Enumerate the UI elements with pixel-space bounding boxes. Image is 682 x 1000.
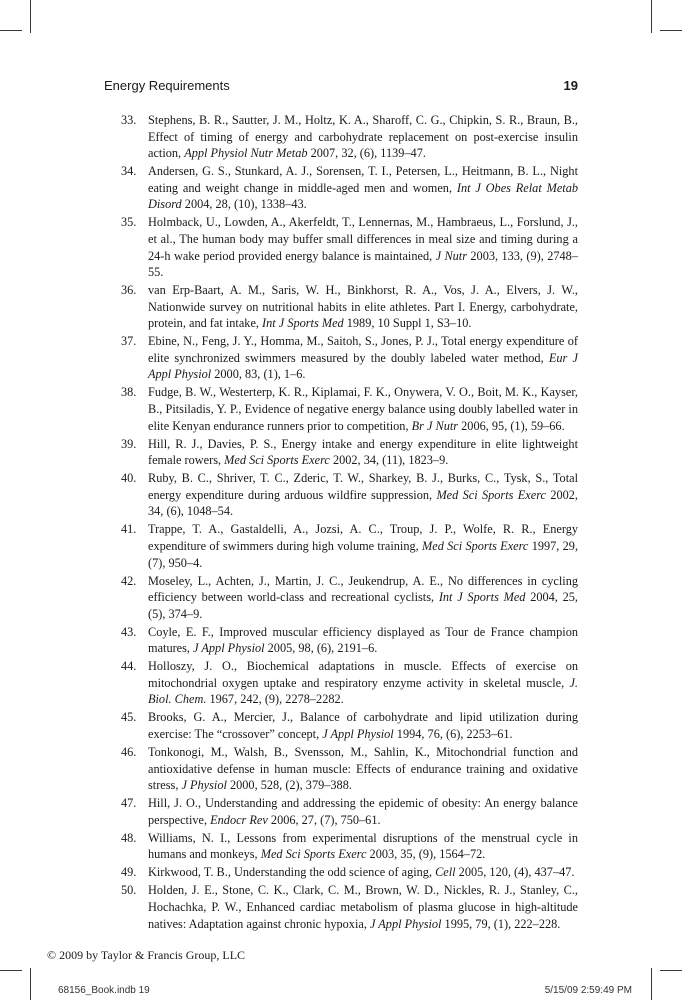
reference-text — [148, 283, 578, 330]
reference-citation-details: 2006, 95, (1), 59–66. — [458, 418, 565, 433]
reference-authors-title: Andersen, G. S., Stunkard, A. J., Sorensen, T. I., Petersen, L., Heitmann, B. L., Night eating and weight change in middle-aged men and women, — [148, 164, 578, 195]
reference-journal: Med Sci Sports Exerc — [260, 847, 367, 862]
reference-journal: J. Biol. Chem. — [148, 675, 578, 707]
reference-authors-title: Hill, J. O., Understanding and addressing the epidemic of obesity: An energy balance perspective, — [148, 796, 578, 827]
reference-authors-title: van Erp-Baart, A. M., Saris, W. H., Binkhorst, R. A., Vos, J. A., Elvers, J. W., Nationwide survey on nutritional habits in elite athletes. Part I. Energy, carbohydrate, protein, and fat intake, — [148, 283, 578, 331]
reference-item — [121, 744, 578, 794]
reference-number: 34. — [121, 164, 137, 179]
reference-journal: J Physiol — [181, 778, 227, 793]
reference-authors-title: Ruby, B. C., Shriver, T. C., Zderic, T. W., Sharkey, B. J., Burks, C., Tysk, S., Total energy expenditure during arduous wildfire suppression, — [148, 471, 578, 502]
reference-number: 47. — [121, 796, 137, 811]
crop-mark-top-right — [651, 0, 652, 33]
reference-citation-details: 2000, 528, (2), 379–388. — [226, 778, 352, 793]
reference-item — [121, 882, 578, 932]
reference-item — [121, 214, 578, 280]
reference-number: 48. — [121, 830, 137, 845]
reference-journal: Med Sci Sports Exerc — [224, 453, 330, 468]
reference-text — [148, 385, 578, 432]
reference-item — [121, 282, 578, 332]
reference-number: 46. — [121, 745, 137, 760]
reference-journal: Appl Physiol Nutr Metab — [184, 146, 308, 161]
reference-number: 33. — [121, 113, 137, 127]
reference-citation-details: 2000, 83, (1), 1–6. — [211, 367, 306, 382]
reference-item — [121, 112, 578, 162]
reference-text — [148, 574, 578, 621]
reference-text — [148, 334, 578, 381]
crop-mark-bottom-right-h — [660, 970, 682, 971]
reference-item — [121, 573, 578, 623]
reference-text — [148, 437, 578, 468]
reference-number: 35. — [121, 215, 137, 230]
reference-number: 44. — [121, 659, 137, 674]
print-slug-timestamp: 5/15/09 2:59:49 PM — [544, 985, 632, 996]
reference-number: 37. — [121, 334, 137, 349]
reference-journal: J Nutr — [435, 248, 467, 263]
reference-authors-title: Tonkonogi, M., Walsh, B., Svensson, M., Sahlin, K., Mitochondrial function and antioxidative defense in human muscle: Effects of endurance training and oxidative stress, — [148, 745, 578, 793]
crop-mark-bottom-left-h — [0, 970, 22, 971]
reference-item — [121, 163, 578, 213]
reference-authors-title: Brooks, G. A., Mercier, J., Balance of carbohydrate and lipid utilization during exercise: The “crossover” concept, — [148, 710, 578, 742]
reference-number: 39. — [121, 436, 137, 451]
reference-citation-details: 1995, 79, (1), 222–228. — [441, 916, 561, 931]
reference-text — [148, 883, 578, 930]
reference-item — [121, 795, 578, 828]
reference-citation-details: 2004, 28, (10), 1338–43. — [181, 197, 307, 212]
reference-citation-details: 2002, 34, (6), 1048–54. — [148, 487, 578, 519]
reference-journal: Endocr Rev — [210, 812, 268, 827]
reference-text — [148, 164, 578, 211]
reference-number: 49. — [121, 865, 137, 880]
reference-text — [148, 522, 578, 569]
reference-journal: J Appl Physiol — [322, 727, 394, 742]
reference-number: 41. — [121, 522, 137, 537]
reference-journal: Med Sci Sports Exerc — [422, 538, 529, 553]
reference-text — [148, 659, 578, 706]
reference-list — [121, 112, 578, 934]
reference-journal: Med Sci Sports Exerc — [436, 487, 546, 502]
reference-item — [121, 436, 578, 469]
running-head — [104, 78, 578, 96]
reference-journal: Eur J Appl Physiol — [148, 350, 579, 382]
reference-journal: J Appl Physiol — [369, 916, 442, 931]
reference-authors-title: Holden, J. E., Stone, C. K., Clark, C. M., Brown, W. D., Nickles, R. J., Stanley, C., Hochachka, P. W., Enhanced cardiac metabolism of plasma glucose in high-altitude natives: Adaptation against chronic hypoxia, — [148, 883, 578, 931]
reference-authors-title: Coyle, E. F., Improved muscular efficiency displayed as Tour de France champion matures, — [148, 624, 578, 656]
reference-item — [121, 384, 578, 434]
reference-authors-title: Holloszy, J. O., Biochemical adaptations in muscle. Effects of exercise on mitochondrial oxygen uptake and respiratory enzyme activity in skeletal muscle, — [148, 659, 578, 690]
reference-journal: Int J Sports Med — [438, 590, 526, 605]
reference-number: 38. — [121, 385, 137, 400]
crop-mark-bottom-right — [651, 968, 652, 1000]
reference-journal: Br J Nutr — [411, 418, 459, 433]
reference-item — [121, 333, 578, 383]
reference-number: 45. — [121, 710, 137, 725]
reference-journal: J Appl Physiol — [193, 641, 265, 656]
reference-item — [121, 521, 578, 571]
reference-authors-title: Fudge, B. W., Westerterp, K. R., Kiplamai, F. K., Onywera, V. O., Boit, M. K., Kayser, B., Pitsiladis, Y. P., Evidence of negative energy balance using doubly labelled water in elite Kenyan endurance runners prior to competition, — [148, 385, 578, 433]
reference-citation-details: 1967, 242, (9), 2278–2282. — [206, 692, 344, 707]
reference-text — [148, 865, 574, 879]
reference-journal: Int J Sports Med — [262, 316, 344, 331]
reference-number: 40. — [121, 471, 137, 486]
reference-item — [121, 658, 578, 708]
reference-citation-details: 2005, 120, (4), 437–47. — [455, 865, 575, 880]
reference-number: 50. — [121, 883, 137, 898]
reference-text — [148, 625, 578, 656]
reference-item — [121, 864, 578, 881]
reference-authors-title: Ebine, N., Feng, J. Y., Homma, M., Saitoh, S., Jones, P. J., Total energy expenditure of elite synchronized swimmers measured by the doubly labeled water method, — [148, 334, 578, 365]
crop-mark-top-left — [30, 0, 31, 33]
reference-authors-title: Stephens, B. R., Sautter, J. M., Holtz, K. A., Sharoff, C. G., Chipkin, S. R., Braun, B., Effect of timing of energy and carbohydrate replacement on post-exercise insulin action, — [148, 113, 578, 161]
page-number: 19 — [563, 78, 578, 93]
running-head-title: Energy Requirements — [104, 78, 230, 93]
reference-citation-details: 2005, 98, (6), 2191–6. — [264, 641, 378, 656]
reference-text — [148, 113, 578, 160]
reference-text — [148, 710, 578, 741]
reference-item — [121, 709, 578, 742]
reference-text — [148, 796, 578, 827]
reference-authors-title: Hill, R. J., Davies, P. S., Energy intake and energy expenditure in elite lightweight female rowers, — [148, 436, 578, 468]
reference-citation-details: 2003, 133, (9), 2748–55. — [148, 248, 578, 280]
reference-number: 42. — [121, 573, 137, 588]
reference-number: 36. — [121, 283, 137, 298]
reference-journal: Int J Obes Relat Metab Disord — [148, 180, 578, 212]
reference-authors-title: Trappe, T. A., Gastaldelli, A., Jozsi, A. C., Troup, J. P., Wolfe, R. R., Energy expenditure of swimmers during high volume training, — [148, 522, 578, 553]
copyright-notice: © 2009 by Taylor & Francis Group, LLC — [47, 948, 246, 962]
reference-citation-details: 2007, 32, (6), 1139–47. — [307, 146, 426, 161]
reference-authors-title: Kirkwood, T. B., Understanding the odd science of aging, — [148, 865, 436, 880]
reference-authors-title: Holmback, U., Lowden, A., Akerfeldt, T., Lennernas, M., Hambraeus, L., Forslund, J., et al., The human body may buffer small differences in meal size and timing during a 24-h wake period provided energy balance is maintained, — [148, 215, 578, 263]
reference-citation-details: 2002, 34, (11), 1823–9. — [329, 453, 449, 468]
reference-number: 43. — [121, 624, 137, 639]
crop-mark-top-right-h — [660, 30, 682, 31]
reference-item — [121, 830, 578, 863]
reference-item — [121, 624, 578, 657]
crop-mark-bottom-left — [30, 968, 31, 1000]
reference-text — [148, 745, 578, 792]
reference-item — [121, 470, 578, 520]
reference-citation-details: 2003, 35, (9), 1564–72. — [366, 847, 486, 862]
print-slug-file: 68156_Book.indb 19 — [58, 985, 150, 996]
reference-text — [148, 215, 578, 279]
reference-text — [148, 831, 578, 862]
crop-mark-top-left-h — [0, 30, 22, 31]
reference-citation-details: 1994, 76, (6), 2253–61. — [393, 727, 513, 742]
reference-authors-title: Moseley, L., Achten, J., Martin, J. C., Jeukendrup, A. E., No differences in cycling efficiency between world-class and recreational cyclists, — [148, 573, 578, 605]
reference-text — [148, 471, 578, 518]
reference-authors-title: Williams, N. I., Lessons from experimental disruptions of the menstrual cycle in humans and monkeys, — [148, 830, 578, 862]
reference-citation-details: 1997, 29, (7), 950–4. — [148, 538, 579, 570]
reference-citation-details: 2004, 25, (5), 374–9. — [148, 590, 579, 621]
reference-citation-details: 2006, 27, (7), 750–61. — [267, 812, 381, 827]
reference-journal: Cell — [435, 865, 456, 880]
reference-citation-details: 1989, 10 Suppl 1, S3–10. — [343, 316, 472, 331]
